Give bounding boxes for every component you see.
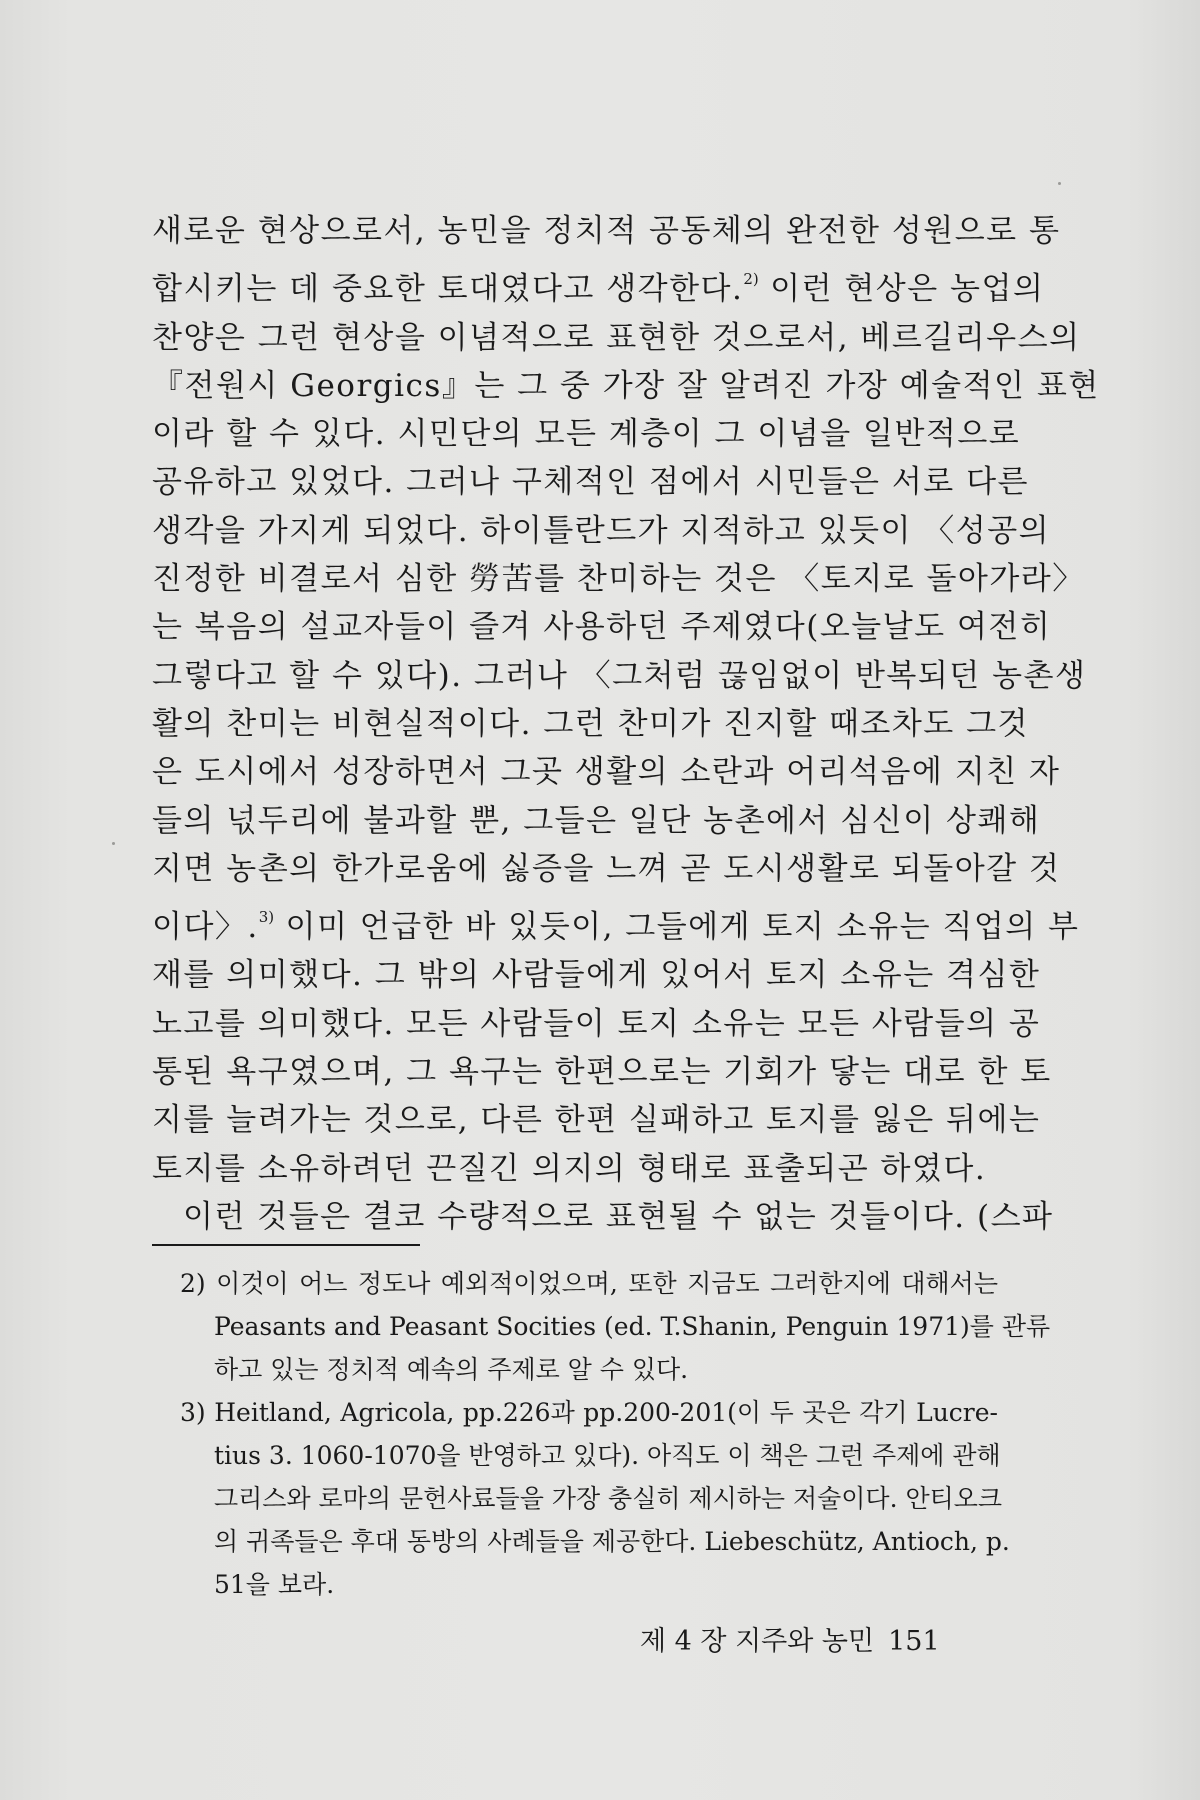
body-line: 합시키는 데 중요한 토대였다고 생각한다.$^{2)}$ 이런 현상은 농업의 (152, 270, 1045, 308)
body-line: 노고를 의미했다. 모든 사람들이 토지 소유는 모든 사람들의 공 (152, 1005, 1041, 1042)
running-footer (640, 1622, 960, 1662)
footnote-line: 51을 보라. (214, 1570, 335, 1599)
footnote-line: Peasants and Peasant Socities (ed. T.Shanin, Penguin 1971)를 관류 (214, 1312, 1051, 1341)
body-line: 지를 늘려가는 것으로, 다른 한편 실패하고 토지를 잃은 뒤에는 (152, 1102, 1041, 1139)
footnote-divider (152, 1244, 420, 1246)
body-line: 그렇다고 할 수 있다). 그러나 〈그처럼 끊임없이 반복되던 농촌생 (152, 657, 1087, 694)
footnote-line: 하고 있는 정치적 예속의 주제로 알 수 있다. (214, 1355, 689, 1384)
body-line: 『전원시 Georgics』는 그 중 가장 잘 알려진 가장 예술적인 표현 (152, 367, 1100, 404)
footnotes (180, 1262, 1051, 1606)
body-line: 재를 의미했다. 그 밖의 사람들에게 있어서 토지 소유는 격심한 (152, 957, 1041, 994)
page-number: 151 (888, 1626, 940, 1657)
paragraph-start-line: 이런 것들은 결코 수량적으로 표현될 수 없는 것들이다. (스파 (183, 1198, 1054, 1235)
body-line: 이다〉.$^{3)}$ 이미 언급한 바 있듯이, 그들에게 토지 소유는 직업의 부 (152, 908, 1080, 946)
body-line: 공유하고 있었다. 그러나 구체적인 점에서 시민들은 서로 다른 (152, 464, 1029, 501)
body-line: 생각을 가지게 되었다. 하이틀란드가 지적하고 있듯이 〈성공의 (152, 512, 1051, 549)
scan-speck (1058, 182, 1061, 185)
body-line: 은 도시에서 성장하면서 그곳 생활의 소란과 어리석음에 지친 자 (152, 754, 1061, 791)
body-line: 활의 찬미는 비현실적이다. 그런 찬미가 진지할 때조차도 그것 (152, 705, 1029, 742)
footnote-ref-3[interactable]: 3) (258, 908, 275, 927)
footnote-line: 의 귀족들은 후대 동방의 사례들을 제공한다. Liebeschütz, Antioch, p. (214, 1527, 1010, 1556)
body-line: 새로운 현상으로서, 농민을 정치적 공동체의 완전한 성원으로 통 (152, 213, 1061, 249)
footnote-ref-2[interactable]: 2) (743, 270, 759, 289)
body-line: 통된 욕구였으며, 그 욕구는 한편으로는 기회가 닿는 대로 한 토 (152, 1054, 1052, 1091)
body-line: 들의 넋두리에 불과할 뿐, 그들은 일단 농촌에서 심신이 상쾌해 (152, 802, 1041, 839)
body-line: 이라 할 수 있다. 시민단의 모든 계층이 그 이념을 일반적으로 (152, 416, 1021, 453)
body-text (152, 207, 1100, 1241)
body-line: 는 복음의 설교자들이 즐겨 사용하던 주제였다(오늘날도 여전히 (152, 609, 1052, 646)
body-line: 지면 농촌의 한가로움에 싫증을 느껴 곧 도시생활로 되돌아갈 것 (152, 850, 1061, 887)
scan-speck (112, 842, 115, 845)
footnote-line: tius 3. 1060-1070을 반영하고 있다). 아직도 이 책은 그런 주제에 관해 (214, 1441, 1001, 1470)
footnote-line: 그리스와 로마의 문헌사료들을 가장 충실히 제시하는 저술이다. 안티오크 (214, 1484, 1003, 1513)
body-line: 진정한 비결로서 심한 勞苦를 찬미하는 것은 〈토지로 돌아가라〉 (152, 561, 1085, 598)
body-line: 토지를 소유하려던 끈질긴 의지의 형태로 표출되곤 하였다. (152, 1150, 987, 1187)
footnote-3: 3) Heitland, Agricola, pp.226과 pp.200-201(이 두 곳은 각기 Lucre- (180, 1398, 998, 1427)
body-line: 찬양은 그런 현상을 이념적으로 표현한 것으로서, 베르길리우스의 (152, 319, 1081, 356)
footnote-2: 2) 이것이 어느 정도나 예외적이었으며, 또한 지금도 그러한지에 대해서는 (180, 1269, 998, 1298)
chapter-title: 제 4 장 지주와 농민 (640, 1626, 875, 1657)
